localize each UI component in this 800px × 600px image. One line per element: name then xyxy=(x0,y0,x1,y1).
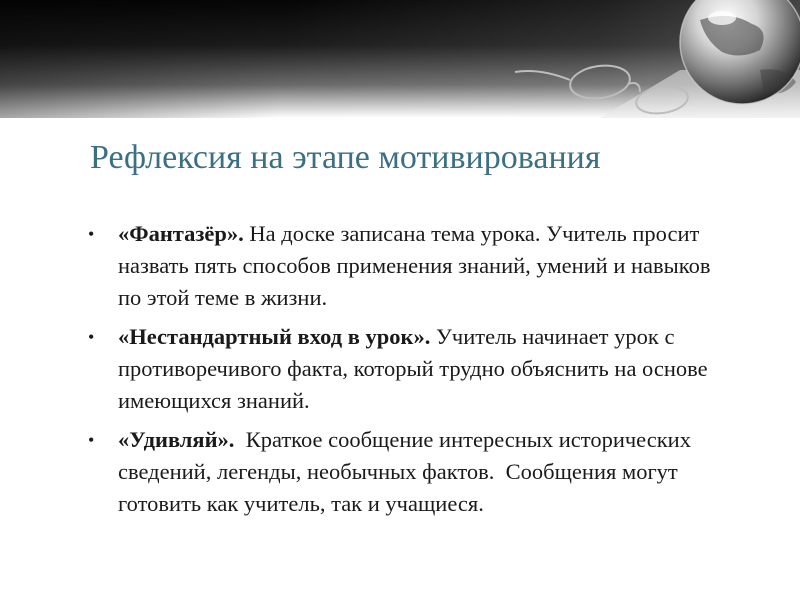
slide-title: Рефлексия на этапе мотивирования xyxy=(90,139,601,176)
globe-and-glasses-image xyxy=(0,0,800,118)
bullet-term: «Нестандартный вход в урок». xyxy=(118,324,431,349)
list-item xyxy=(86,424,726,520)
header-banner xyxy=(0,0,800,118)
bullet-term: «Удивляй». xyxy=(118,427,235,452)
bullet-icon: • xyxy=(88,327,95,347)
bullet-list xyxy=(86,218,726,527)
bullet-icon: • xyxy=(88,430,95,450)
bullet-icon: • xyxy=(88,224,95,244)
bullet-text: На доске записана тема урока. Учитель просит назвать пять способов применения знаний, умений и навыков по этой теме в жизни. xyxy=(118,221,711,310)
bullet-text: Краткое сообщение интересных исторических сведений, легенды, необычных фактов. Сообщения могут готовить как учитель, так и учащиеся. xyxy=(118,427,697,516)
list-item xyxy=(86,218,726,314)
bullet-term: «Фантазёр». xyxy=(118,221,244,246)
bullet-text: Учитель начинает урок с противоречивого факта, который трудно объяснить на основе имеющихся знаний. xyxy=(118,324,708,413)
list-item xyxy=(86,321,726,417)
